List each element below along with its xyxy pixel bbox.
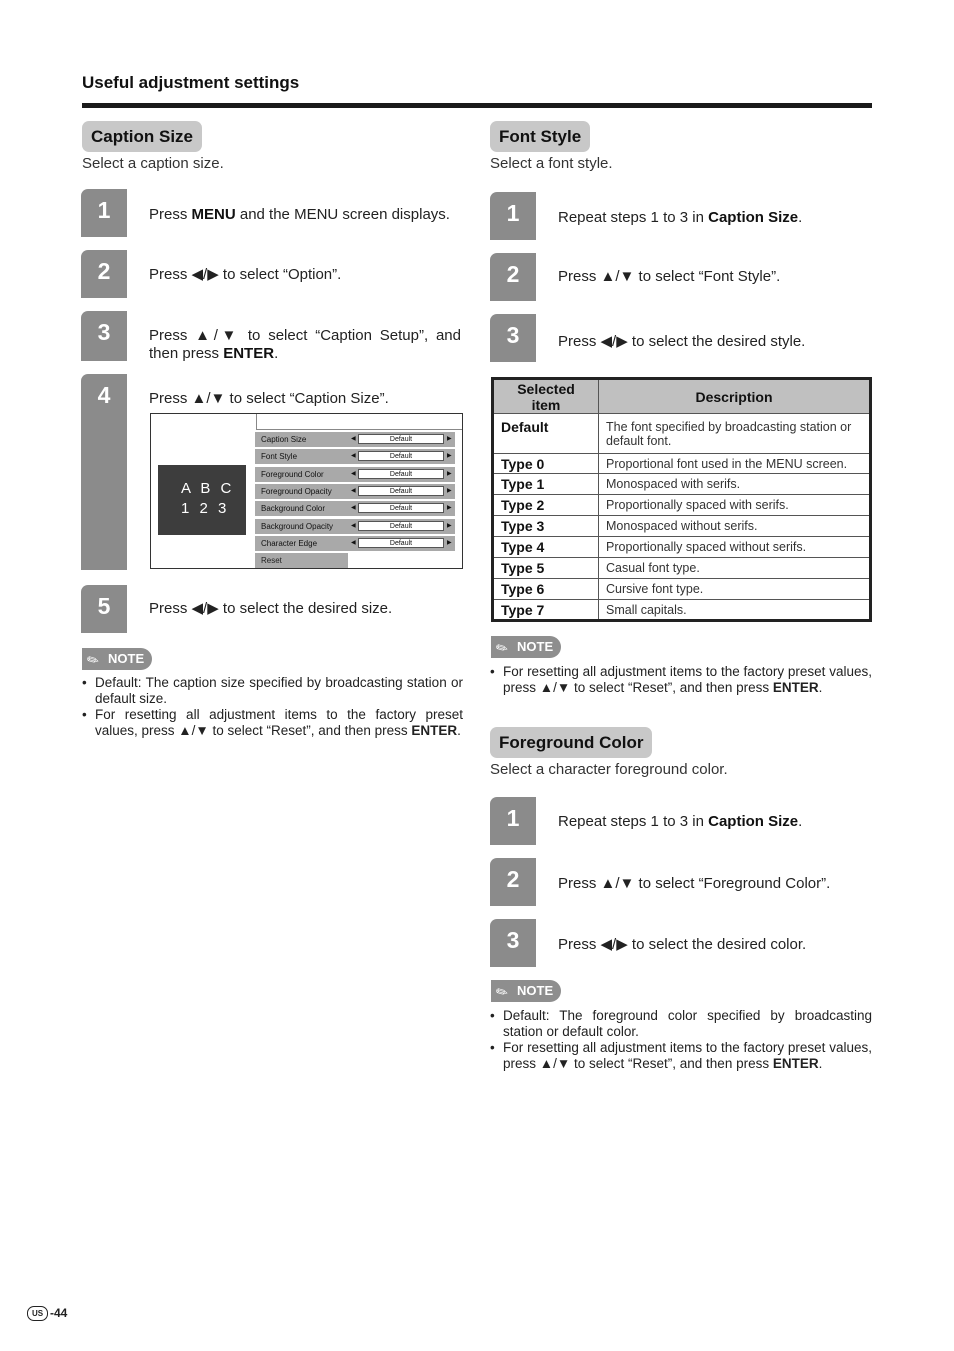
menu-row-font-style[interactable]: Font Style ◀ Default ▶ bbox=[255, 449, 455, 464]
foreground-color-heading: Foreground Color bbox=[490, 727, 652, 758]
note-badge: ✎ NOTE bbox=[82, 648, 152, 670]
step-instruction: Press MENU and the MENU screen displays. bbox=[149, 206, 450, 223]
step-number: 3 bbox=[81, 311, 127, 361]
arrow-left-icon: ◀ bbox=[351, 453, 356, 459]
font-style-heading: Font Style bbox=[490, 121, 590, 152]
note-item: • For resetting all adjustment items to the factory preset values, press ▲/▼ to select “Reset”, and then press ENTER. bbox=[490, 1040, 872, 1071]
step-number: 2 bbox=[81, 250, 127, 298]
table-row: Type 7 Small capitals. bbox=[493, 600, 871, 621]
step-number: 3 bbox=[490, 314, 536, 362]
foreground-color-subtitle: Select a character foreground color. bbox=[490, 761, 728, 778]
font-style-table bbox=[491, 377, 872, 622]
step-number: 1 bbox=[81, 189, 127, 237]
table-header: Selected item bbox=[493, 379, 599, 414]
step-instruction: Press ▲/▼ to select “Caption Size”. bbox=[149, 390, 389, 407]
arrow-left-icon: ◀ bbox=[351, 523, 356, 529]
page-header-title: Useful adjustment settings bbox=[82, 73, 300, 92]
page-number: US -44 bbox=[27, 1306, 67, 1321]
arrow-left-icon: ◀ bbox=[351, 471, 356, 477]
note-list bbox=[82, 675, 463, 739]
caption-preview bbox=[158, 465, 246, 535]
menu-row-background-opacity[interactable]: Background Opacity ◀ Default ▶ bbox=[255, 519, 455, 534]
step-number: 5 bbox=[81, 585, 127, 633]
arrow-right-icon: ▶ bbox=[447, 453, 452, 459]
arrow-left-icon: ◀ bbox=[351, 505, 356, 511]
caption-menu-screen bbox=[150, 413, 463, 569]
note-list bbox=[490, 664, 872, 696]
arrow-right-icon: ▶ bbox=[447, 471, 452, 477]
menu-row-caption-size[interactable]: Caption Size ◀ Default ▶ bbox=[255, 432, 455, 447]
note-item: • Default: The foreground color specified by broadcasting station or default color. bbox=[490, 1008, 872, 1039]
arrow-left-icon: ◀ bbox=[351, 488, 356, 494]
menu-row-foreground-color[interactable]: Foreground Color ◀ Default ▶ bbox=[255, 467, 455, 482]
caption-size-subtitle: Select a caption size. bbox=[82, 155, 224, 172]
note-item: • Default: The caption size specified by broadcasting station or default size. bbox=[82, 675, 463, 706]
step-instruction: Press ▲/▼ to select “Foreground Color”. bbox=[558, 875, 831, 892]
table-row: Type 4 Proportionally spaced without serifs. bbox=[493, 537, 871, 558]
note-item: • For resetting all adjustment items to the factory preset values, press ▲/▼ to select “Reset”, and then press ENTER. bbox=[82, 707, 463, 738]
step-instruction: Press ▲/▼ to select “Font Style”. bbox=[558, 268, 781, 285]
step-number: 4 bbox=[81, 374, 127, 570]
menu-row-reset[interactable]: Reset bbox=[255, 553, 348, 568]
step-number: 1 bbox=[490, 797, 536, 845]
menu-row-foreground-opacity[interactable]: Foreground Opacity ◀ Default ▶ bbox=[255, 484, 455, 499]
pencil-icon: ✎ bbox=[83, 650, 102, 670]
region-badge: US bbox=[27, 1306, 48, 1321]
arrow-right-icon: ▶ bbox=[447, 523, 452, 529]
menu-row-character-edge[interactable]: Character Edge ◀ Default ▶ bbox=[255, 536, 455, 551]
step-instruction: Press ◀/▶ to select the desired style. bbox=[558, 333, 806, 350]
table-row: Default The font specified by broadcasting station or default font. bbox=[493, 414, 871, 454]
step-number: 2 bbox=[490, 253, 536, 301]
note-badge: ✎ NOTE bbox=[491, 980, 561, 1002]
arrow-left-icon: ◀ bbox=[351, 540, 356, 546]
arrow-left-icon: ◀ bbox=[351, 436, 356, 442]
step-number: 2 bbox=[490, 858, 536, 906]
menu-title-bar bbox=[256, 414, 462, 430]
step-instruction: Press ▲/▼ to select “Caption Setup”, and then press ENTER. bbox=[149, 327, 461, 362]
table-row: Type 0 Proportional font used in the MENU screen. bbox=[493, 454, 871, 474]
step-instruction: Press ◀/▶ to select the desired size. bbox=[149, 600, 393, 617]
pencil-icon: ✎ bbox=[492, 982, 511, 1002]
caption-size-heading: Caption Size bbox=[82, 121, 202, 152]
table-row: Type 6 Cursive font type. bbox=[493, 579, 871, 600]
table-row: Type 5 Casual font type. bbox=[493, 558, 871, 579]
note-badge: ✎ NOTE bbox=[491, 636, 561, 658]
table-row: Type 3 Monospaced without serifs. bbox=[493, 516, 871, 537]
table-row: Type 2 Proportionally spaced with serifs. bbox=[493, 495, 871, 516]
pencil-icon: ✎ bbox=[492, 638, 511, 658]
table-row: Type 1 Monospaced with serifs. bbox=[493, 474, 871, 495]
arrow-right-icon: ▶ bbox=[447, 540, 452, 546]
preview-line-1: A B C bbox=[181, 480, 235, 497]
note-item: • For resetting all adjustment items to the factory preset values, press ▲/▼ to select “Reset”, and then press ENTER. bbox=[490, 664, 872, 695]
step-number: 1 bbox=[490, 192, 536, 240]
arrow-right-icon: ▶ bbox=[447, 436, 452, 442]
step-instruction: Repeat steps 1 to 3 in Caption Size. bbox=[558, 209, 803, 226]
menu-row-background-color[interactable]: Background Color ◀ Default ▶ bbox=[255, 501, 455, 516]
step-instruction: Press ◀/▶ to select “Option”. bbox=[149, 266, 342, 283]
note-list bbox=[490, 1008, 872, 1072]
font-style-subtitle: Select a font style. bbox=[490, 155, 613, 172]
table-header: Description bbox=[599, 379, 871, 414]
step-number: 3 bbox=[490, 919, 536, 967]
arrow-right-icon: ▶ bbox=[447, 505, 452, 511]
step-instruction: Press ◀/▶ to select the desired color. bbox=[558, 936, 807, 953]
header-rule bbox=[82, 103, 872, 108]
preview-line-2: 1 2 3 bbox=[181, 500, 230, 517]
step-instruction: Repeat steps 1 to 3 in Caption Size. bbox=[558, 813, 803, 830]
arrow-right-icon: ▶ bbox=[447, 488, 452, 494]
